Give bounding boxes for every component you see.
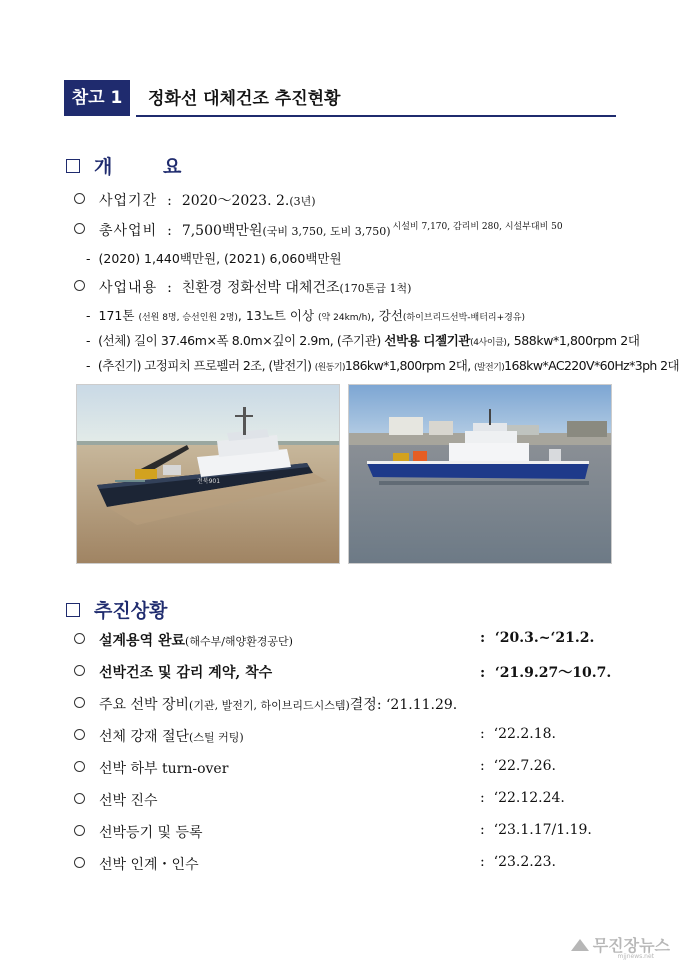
- page-title: 정화선 대체건조 추진현황: [148, 89, 341, 109]
- circle-bullet-icon: [74, 793, 85, 804]
- status-row-equipment: 주요 선박 장비 (기관, 발전기, 하이브리드시스템) 결정: ‘21.11.29.: [74, 694, 604, 714]
- circle-bullet-icon: [74, 761, 85, 772]
- overview-heading: 개 요: [66, 152, 203, 179]
- ship-photo-left: [76, 384, 340, 564]
- square-bullet-icon: [66, 159, 80, 173]
- overview-budget: 총사업비 : 7,500백만원 (국비 3,750, 도비 3,750) 시설비 7,170, 감리비 280, 시설부대비 50: [74, 220, 563, 240]
- spec-line-1: - 171톤 (선원 8명, 승선인원 2명), 13노트 이상 (약 24km/h), 강선(하이브리드선박-배터리+경유): [86, 308, 526, 323]
- status-row-turnover: 선박 하부 turn-over : ‘22.7.26.: [74, 758, 604, 778]
- overview-content: 사업내용 : 친환경 정화선박 대체건조 (170톤급 1척): [74, 277, 411, 297]
- reference-header: [64, 80, 616, 118]
- mountain-logo-icon: [571, 939, 589, 951]
- status-row-registration: 선박등기 및 등록 : ‘23.1.17/1.19.: [74, 822, 604, 842]
- news-watermark: 무진장뉴스 mjjnews.net: [571, 933, 670, 956]
- square-bullet-icon: [66, 603, 80, 617]
- spec-line-3: - (추진기) 고정피치 프로펠러 2조, (발전기) (원동기)186kw*1,800rpm 2대, (발전기)168kw*AC220V*60Hz*3ph 2대: [86, 358, 679, 373]
- status-row-design: 설계용역 완료 (해수부/해양환경공단) : ‘20.3.~‘21.2.: [74, 630, 604, 650]
- status-heading: 추진상황: [66, 596, 167, 623]
- circle-bullet-icon: [74, 697, 85, 708]
- circle-bullet-icon: [74, 193, 85, 204]
- ship-photo-right: [348, 384, 612, 564]
- circle-bullet-icon: [74, 223, 85, 234]
- status-row-handover: 선박 인계・인수 : ‘23.2.23.: [74, 854, 604, 874]
- spec-line-2: - (선체) 길이 37.46m×폭 8.0m×깊이 2.9m, (주기관) 선박용 디젤기관(4사이클), 588kw*1,800rpm 2대: [86, 333, 640, 348]
- status-row-cutting: 선체 강재 절단 (스틸 커팅) : ‘22.2.18.: [74, 726, 604, 746]
- overview-period: 사업기간 : 2020～2023. 2. (3년): [74, 190, 316, 210]
- circle-bullet-icon: [74, 280, 85, 291]
- circle-bullet-icon: [74, 729, 85, 740]
- reference-tag: 참고 1: [64, 80, 130, 116]
- circle-bullet-icon: [74, 633, 85, 644]
- status-row-launch: 선박 진수 : ‘22.12.24.: [74, 790, 604, 810]
- circle-bullet-icon: [74, 857, 85, 868]
- budget-detail: - (2020) 1,440백만원, (2021) 6,060백만원: [86, 251, 342, 266]
- status-row-contract: 선박건조 및 감리 계약, 착수 : ‘21.9.27～10.7.: [74, 662, 604, 682]
- circle-bullet-icon: [74, 665, 85, 676]
- title-underline: [136, 115, 616, 117]
- ship-hull-label: 전북901: [197, 478, 221, 485]
- circle-bullet-icon: [74, 825, 85, 836]
